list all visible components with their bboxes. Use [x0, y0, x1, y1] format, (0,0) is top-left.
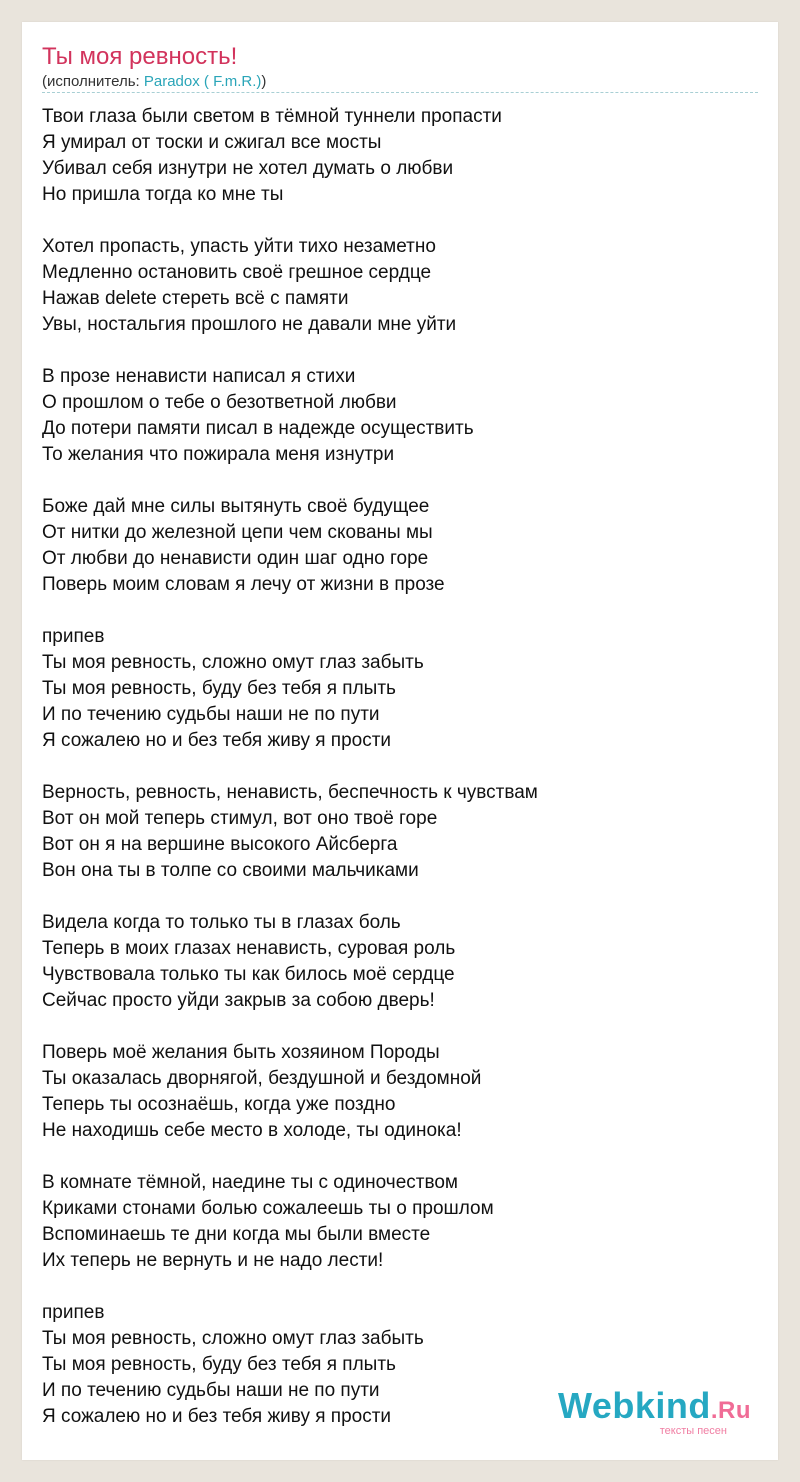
artist-suffix: )	[261, 73, 267, 90]
song-title: Ты моя ревность!	[42, 43, 238, 70]
lyrics-line: Но пришла тогда ко мне ты	[42, 184, 284, 205]
lyrics-stanza	[42, 780, 758, 884]
lyrics-text	[42, 104, 758, 1456]
lyrics-line: Нажав delete стереть всё с памяти	[42, 288, 349, 309]
lyrics-line: Я умирал от тоски и сжигал все мосты	[42, 132, 382, 153]
artist-link[interactable]: Paradox ( F.m.R.)	[143, 73, 262, 90]
logo-name: Webkind	[557, 1385, 711, 1426]
lyrics-line: припев	[42, 1302, 105, 1323]
lyrics-line: Ты моя ревность, буду без тебя я плыть	[42, 1354, 396, 1375]
logo-tld: .Ru	[710, 1397, 751, 1424]
lyrics-line: Вот он мой теперь стимул, вот оно твоё горе	[42, 808, 438, 829]
lyrics-line: И по течению судьбы наши не по пути	[42, 704, 380, 725]
lyrics-line: Чувствовала только ты как билось моё сердце	[42, 964, 455, 985]
lyrics-line: Криками стонами болью сожалеешь ты о прошлом	[42, 1198, 494, 1219]
lyrics-stanza	[42, 624, 758, 754]
lyrics-line: От любви до ненависти один шаг одно горе	[42, 548, 429, 569]
lyrics-line: Убивал себя изнутри не хотел думать о любви	[42, 158, 454, 179]
lyrics-stanza	[42, 234, 758, 338]
lyrics-line: Верность, ревность, ненависть, беспечность к чувствам	[42, 782, 538, 803]
lyrics-line: Поверь моим словам я лечу от жизни в прозе	[42, 574, 445, 595]
lyrics-line: Ты оказалась дворнягой, бездушной и бездомной	[42, 1068, 482, 1089]
lyrics-stanza	[42, 494, 758, 598]
logo-wordmark	[557, 1385, 751, 1429]
lyrics-line: Хотел пропасть, упасть уйти тихо незаметно	[42, 236, 436, 257]
lyrics-page	[22, 22, 778, 1460]
lyrics-line: Увы, ностальгия прошлого не давали мне уйти	[42, 314, 457, 335]
lyrics-line: И по течению судьбы наши не по пути	[42, 1380, 380, 1401]
lyrics-line: Сейчас просто уйди закрыв за собою дверь!	[42, 990, 435, 1011]
artist-line	[42, 72, 266, 92]
title-separator	[42, 92, 758, 93]
lyrics-line: Их теперь не вернуть и не надо лести!	[42, 1250, 384, 1271]
lyrics-line: Боже дай мне силы вытянуть своё будущее	[42, 496, 430, 517]
lyrics-line: Ты моя ревность, сложно омут глаз забыть	[42, 1328, 424, 1349]
lyrics-stanza	[42, 104, 758, 208]
lyrics-line: Медленно остановить своё грешное сердце	[42, 262, 432, 283]
lyrics-line: Поверь моё желания быть хозяином Породы	[42, 1042, 440, 1063]
lyrics-line: Ты моя ревность, сложно омут глаз забыть	[42, 652, 424, 673]
lyrics-line: Теперь в моих глазах ненависть, суровая роль	[42, 938, 456, 959]
artist-prefix: (исполнитель:	[42, 73, 144, 90]
lyrics-line: В комнате тёмной, наедине ты с одиночеством	[42, 1172, 458, 1193]
lyrics-line: До потери памяти писал в надежде осуществить	[42, 418, 474, 439]
lyrics-line: Не находишь себе место в холоде, ты одинока!	[42, 1120, 462, 1141]
lyrics-line: Вон она ты в толпе со своими мальчиками	[42, 860, 419, 881]
lyrics-line: Ты моя ревность, буду без тебя я плыть	[42, 678, 396, 699]
lyrics-line: Вспоминаешь те дни когда мы были вместе	[42, 1224, 431, 1245]
lyrics-line: От нитки до железной цепи чем скованы мы	[42, 522, 433, 543]
lyrics-stanza	[42, 1040, 758, 1144]
lyrics-stanza	[42, 910, 758, 1014]
lyrics-line: То желания что пожирала меня изнутри	[42, 444, 395, 465]
lyrics-line: припев	[42, 626, 105, 647]
lyrics-line: Я сожалею но и без тебя живу я прости	[42, 1406, 392, 1427]
logo-tagline: тексты песен	[659, 1425, 727, 1437]
lyrics-line: В прозе ненависти написал я стихи	[42, 366, 356, 387]
lyrics-line: Видела когда то только ты в глазах боль	[42, 912, 401, 933]
lyrics-line: Твои глаза были светом в тёмной туннели пропасти	[42, 106, 502, 127]
site-logo[interactable]	[557, 1385, 751, 1437]
lyrics-line: Я сожалею но и без тебя живу я прости	[42, 730, 392, 751]
lyrics-stanza	[42, 364, 758, 468]
lyrics-stanza	[42, 1170, 758, 1274]
lyrics-line: Теперь ты осознаёшь, когда уже поздно	[42, 1094, 396, 1115]
lyrics-line: О прошлом о тебе о безответной любви	[42, 392, 397, 413]
lyrics-line: Вот он я на вершине высокого Айсберга	[42, 834, 398, 855]
